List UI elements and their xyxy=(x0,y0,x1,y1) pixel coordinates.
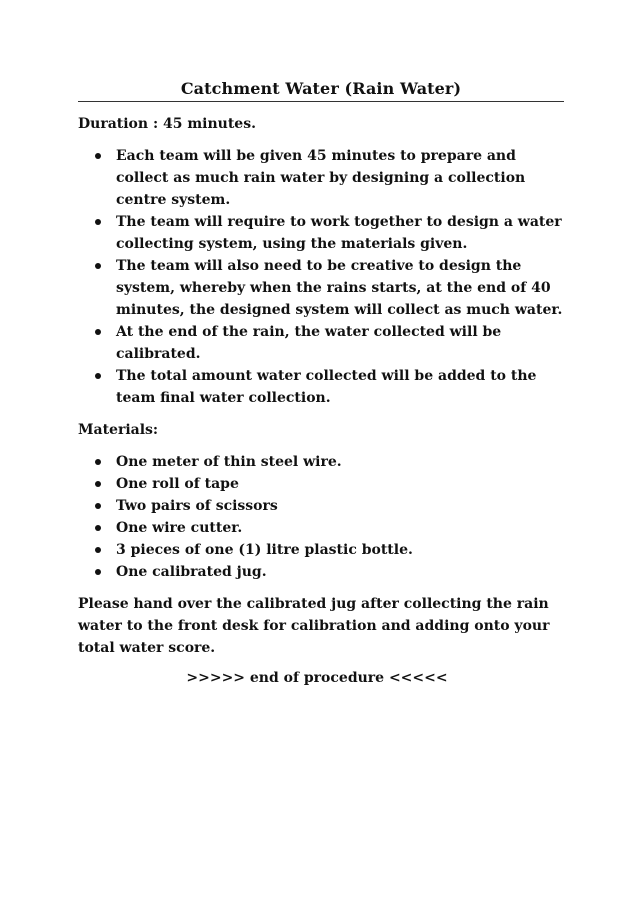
bullet-icon xyxy=(95,329,101,335)
bullet-icon xyxy=(95,503,101,509)
rule-item xyxy=(78,145,564,211)
rule-text: At the end of the rain, the water collected will be calibrated. xyxy=(116,324,502,362)
material-item xyxy=(78,473,564,495)
rule-item xyxy=(78,321,564,365)
bullet-icon xyxy=(95,459,101,465)
material-text: One calibrated jug. xyxy=(116,564,267,580)
materials-heading: Materials: xyxy=(78,422,159,438)
material-item xyxy=(78,517,564,539)
rule-text: Each team will be given 45 minutes to prepare and collect as much rain water by designing a collection centre system. xyxy=(116,148,526,208)
material-text: One wire cutter. xyxy=(116,520,243,536)
rule-item xyxy=(78,365,564,409)
material-item xyxy=(78,561,564,583)
material-text: One roll of tape xyxy=(116,476,239,492)
document-title: Catchment Water (Rain Water) xyxy=(78,78,564,102)
document-page xyxy=(78,78,564,689)
bullet-icon xyxy=(95,569,101,575)
material-item xyxy=(78,451,564,473)
material-item xyxy=(78,539,564,561)
rules-list xyxy=(78,145,564,409)
closing-paragraph: Please hand over the calibrated jug after collecting the rain water to the front desk for calibration and adding onto your total water score. xyxy=(78,596,550,656)
rule-text: The total amount water collected will be added to the team final water collection. xyxy=(116,368,537,406)
rule-item xyxy=(78,255,564,321)
materials-list xyxy=(78,451,564,583)
material-text: Two pairs of scissors xyxy=(116,498,278,514)
bullet-icon xyxy=(95,373,101,379)
bullet-icon xyxy=(95,153,101,159)
material-item xyxy=(78,495,564,517)
bullet-icon xyxy=(95,481,101,487)
bullet-icon xyxy=(95,547,101,553)
bullet-icon xyxy=(95,219,101,225)
bullet-icon xyxy=(95,525,101,531)
rule-text: The team will also need to be creative to design the system, whereby when the rains starts, at the end of 40 minutes, the designed system will collect as much water. xyxy=(116,258,563,318)
duration-text: Duration : 45 minutes. xyxy=(78,116,256,132)
rule-item xyxy=(78,211,564,255)
rule-text: The team will require to work together to design a water collecting system, using the materials given. xyxy=(116,214,562,252)
material-text: One meter of thin steel wire. xyxy=(116,454,342,470)
material-text: 3 pieces of one (1) litre plastic bottle. xyxy=(116,542,413,558)
bullet-icon xyxy=(95,263,101,269)
end-marker: >>>>> end of procedure <<<<< xyxy=(186,670,448,686)
